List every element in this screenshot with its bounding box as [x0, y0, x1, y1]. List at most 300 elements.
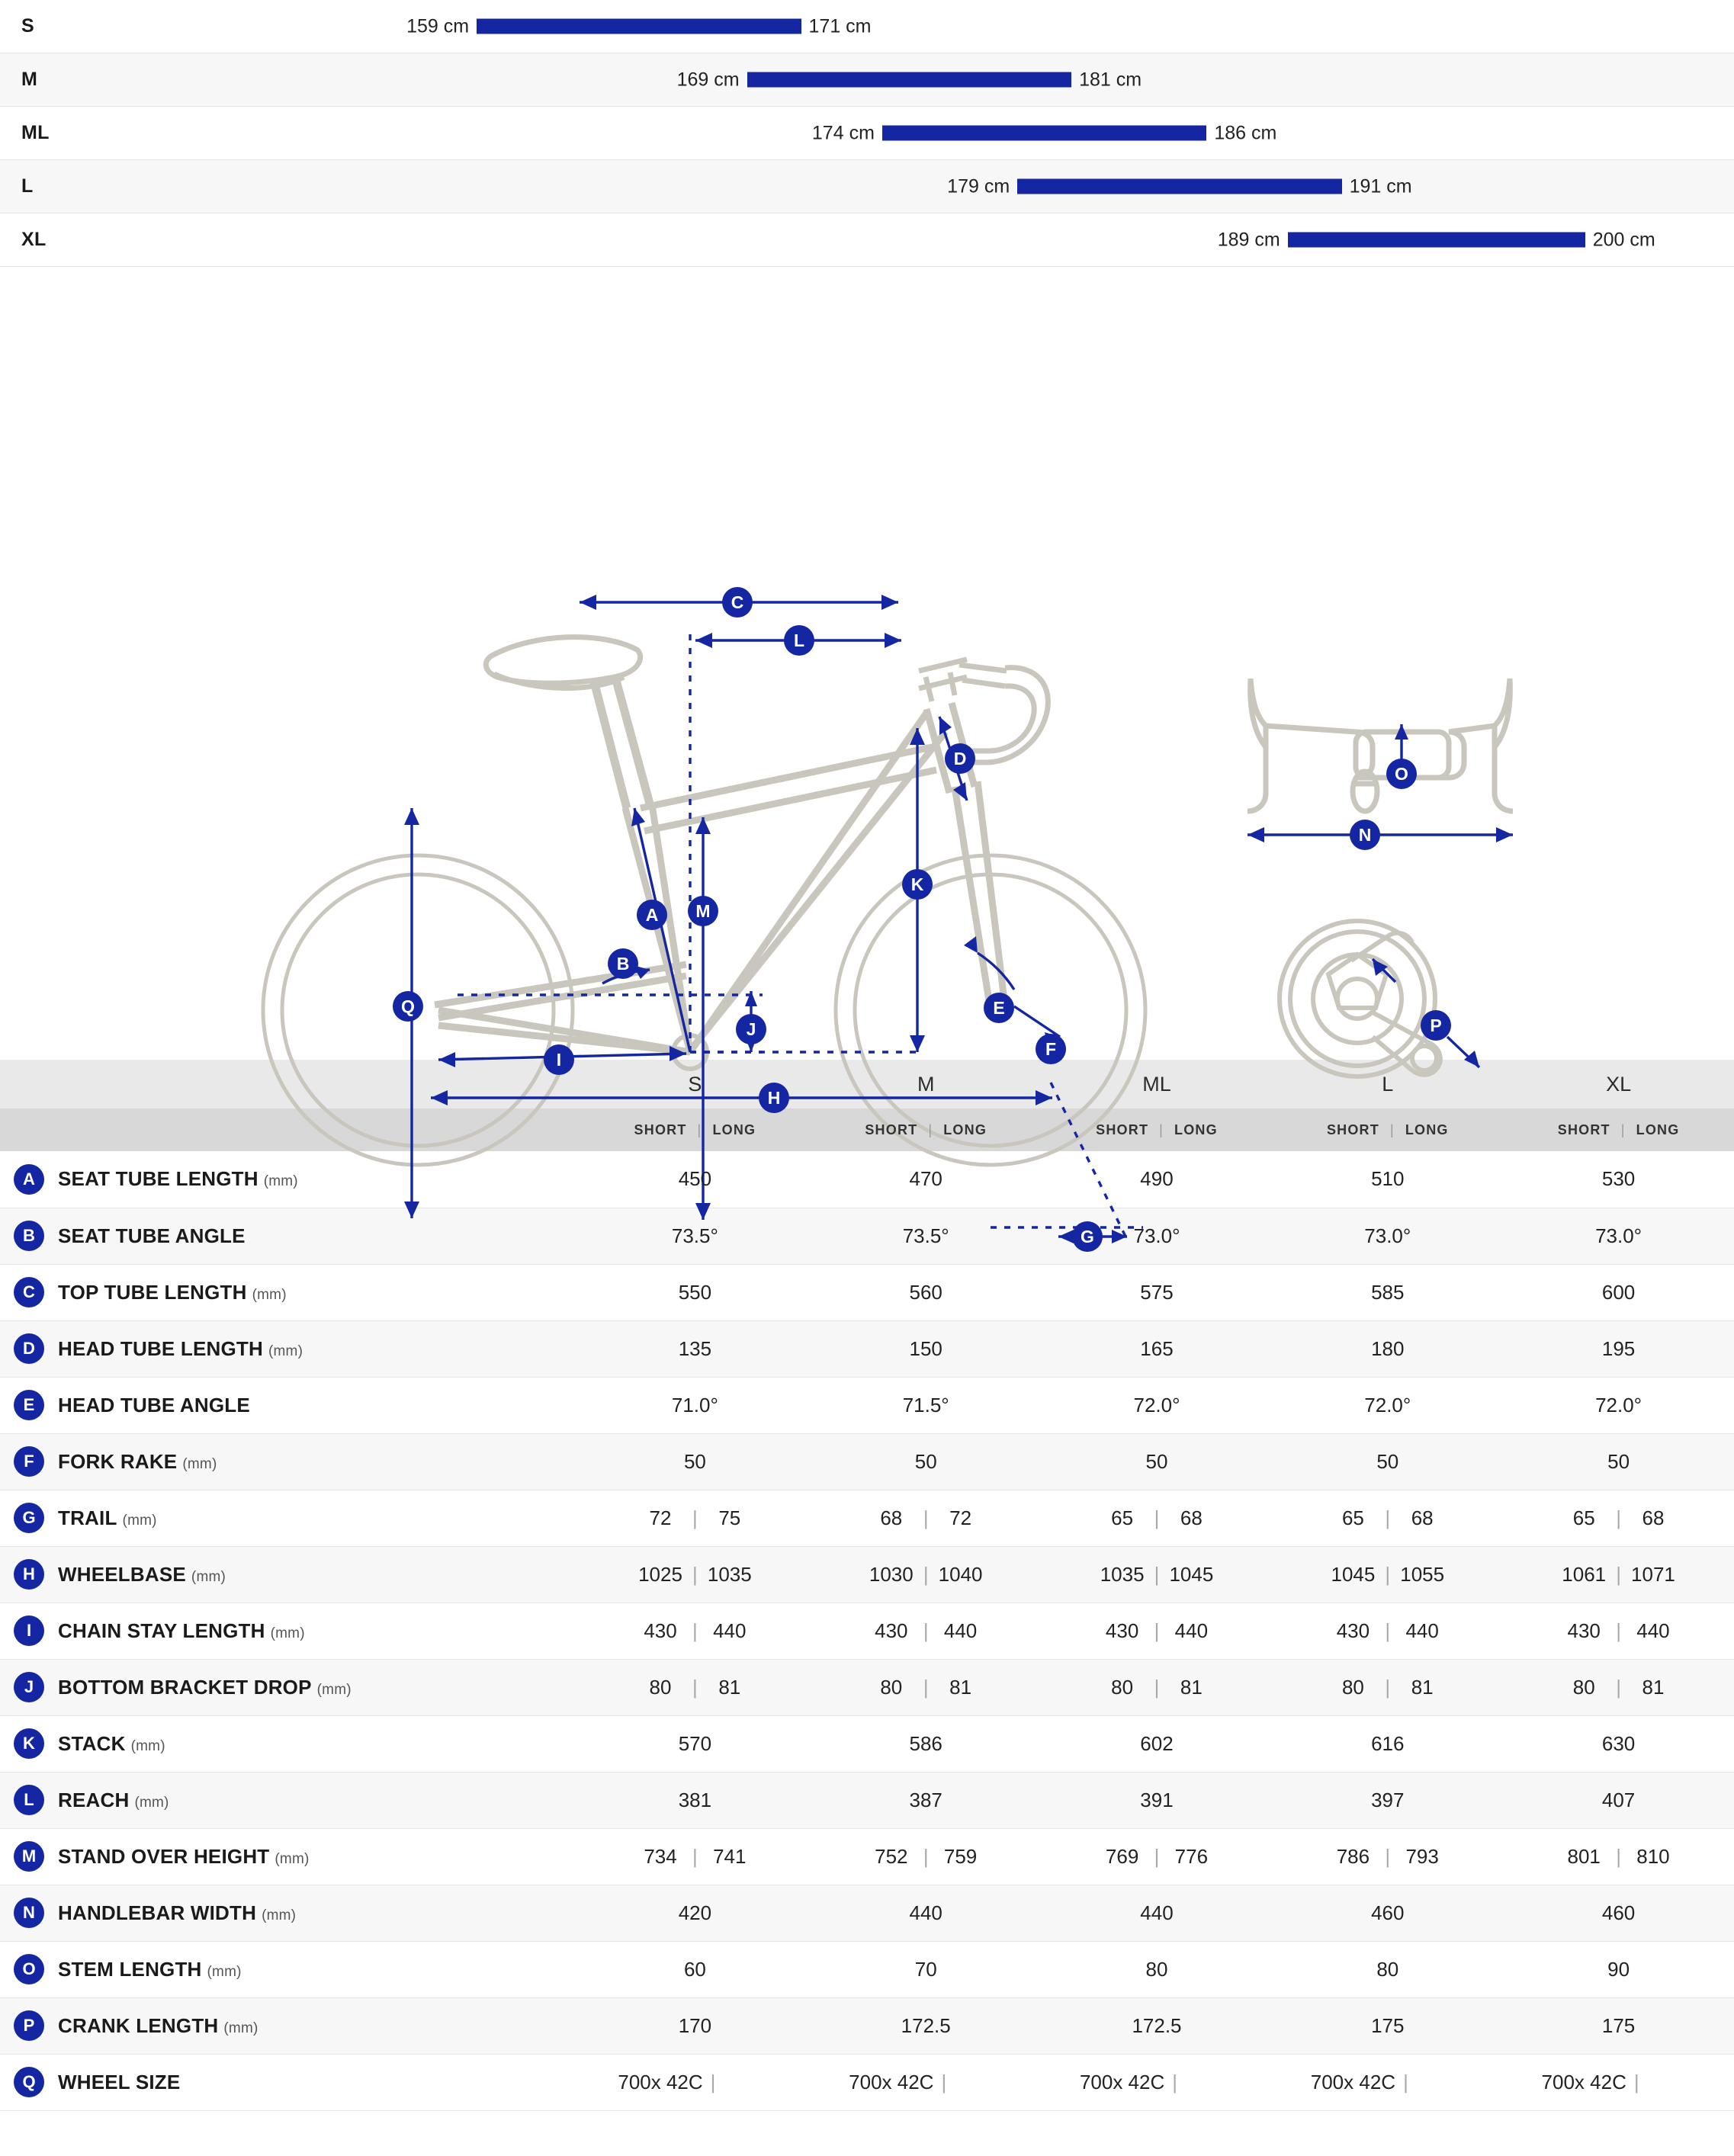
value-single: 60 — [683, 1957, 706, 1981]
value-single: 73.0° — [1364, 1224, 1411, 1247]
long-label: LONG — [1405, 1121, 1449, 1137]
size-label: L — [21, 175, 34, 197]
measurement-value-cell — [1503, 2054, 1734, 2110]
svg-text:O: O — [1395, 764, 1408, 784]
measurement-label-cell — [0, 1659, 580, 1715]
value-long: 81 — [1642, 1675, 1665, 1699]
measurement-value-cell — [811, 2054, 1042, 2110]
measurement-value-cell — [580, 1715, 811, 1772]
measurement-value-cell — [811, 1433, 1042, 1490]
long-label: LONG — [1636, 1121, 1680, 1137]
callout-badge-o: O — [14, 1954, 44, 1984]
measurement-name: WHEELBASE (mm) — [58, 1562, 226, 1586]
value-single: 165 — [1140, 1336, 1174, 1360]
measurement-value-cell — [1503, 1264, 1734, 1320]
measurement-value-cell — [811, 1151, 1042, 1208]
size-min-height: 189 cm — [1217, 229, 1280, 250]
value-long: 81 — [949, 1675, 972, 1699]
measurement-label-cell — [0, 1941, 580, 1997]
measurement-value-cell — [1042, 1490, 1273, 1546]
short-label: SHORT — [1096, 1121, 1149, 1137]
value-single: 397 — [1371, 1788, 1405, 1811]
value-short: 80 — [1111, 1675, 1134, 1699]
measurement-value-cell — [580, 1772, 811, 1828]
value-single: 50 — [1607, 1449, 1630, 1473]
value-single: 450 — [678, 1167, 712, 1191]
measurement-value-cell — [580, 1603, 811, 1659]
measurement-value-cell — [1272, 1885, 1503, 1941]
value-short: 65 — [1341, 1506, 1364, 1529]
value-single: 600 — [1601, 1280, 1636, 1304]
measurement-value-cell — [811, 1490, 1042, 1546]
measurement-label-cell — [0, 1151, 580, 1208]
value-single: 72.0° — [1133, 1393, 1180, 1416]
svg-text:H: H — [767, 1088, 781, 1108]
measurement-value-cell — [1503, 1659, 1734, 1715]
subheader-separator: | — [928, 1121, 933, 1137]
saddle-and-seatpost — [486, 637, 650, 808]
callout-badge-e: E — [14, 1390, 44, 1420]
measurement-value-cell — [580, 1997, 811, 2054]
measurement-name: CHAIN STAY LENGTH (mm) — [58, 1619, 305, 1642]
value-separator: | — [923, 1675, 929, 1699]
value-single: 530 — [1601, 1167, 1636, 1191]
value-single: 560 — [909, 1280, 942, 1304]
measurement-value-cell — [580, 1151, 811, 1208]
size-bar-area — [49, 213, 1734, 266]
measurement-unit: (mm) — [191, 1568, 226, 1585]
value-single: 616 — [1371, 1731, 1405, 1755]
measurement-value-cell — [580, 1659, 811, 1715]
measurement-value-cell — [811, 1997, 1042, 2054]
size-bar-area — [49, 107, 1734, 159]
size-range-bar — [477, 19, 801, 34]
value-long: 68 — [1180, 1506, 1203, 1529]
value-single: 135 — [678, 1336, 712, 1360]
table-row — [0, 1490, 1734, 1546]
measurement-unit: (mm) — [268, 1343, 303, 1359]
measurement-value-cell — [580, 1490, 811, 1546]
measurement-value-cell — [811, 1264, 1042, 1320]
value-separator: | — [1616, 1619, 1621, 1642]
measurement-unit: (mm) — [252, 1286, 287, 1303]
value-single: 80 — [1145, 1957, 1168, 1981]
measurement-value-cell — [1272, 1377, 1503, 1433]
table-row — [0, 1264, 1734, 1320]
value-short: 801 — [1567, 1844, 1601, 1868]
short-label: SHORT — [1557, 1121, 1610, 1137]
table-row — [0, 1377, 1734, 1433]
value-single: 73.5° — [671, 1224, 718, 1247]
table-row — [0, 1885, 1734, 1941]
value-single: 440 — [909, 1901, 942, 1924]
short-long-subheader — [1503, 1108, 1734, 1151]
value-separator: | — [941, 2070, 947, 2093]
size-column-header: ML — [1042, 1060, 1273, 1108]
measurement-value-cell — [1503, 1885, 1734, 1941]
value-long: 440 — [1174, 1619, 1209, 1642]
value-single: 71.5° — [902, 1393, 949, 1416]
svg-text:C: C — [731, 592, 744, 612]
measurement-value-cell — [1042, 1772, 1273, 1828]
value-single: 490 — [1140, 1167, 1174, 1191]
measurement-name: STEM LENGTH (mm) — [58, 1957, 242, 1981]
value-long: 1040 — [938, 1562, 983, 1586]
size-column-header: S — [580, 1060, 811, 1108]
callout-badge-i: I — [14, 1615, 44, 1646]
value-single: 570 — [678, 1731, 712, 1755]
svg-text:I: I — [556, 1050, 562, 1070]
value-separator: | — [710, 2070, 716, 2093]
size-min-height: 169 cm — [676, 69, 740, 90]
measurement-value-cell — [580, 1828, 811, 1885]
measurement-value-cell — [1503, 1772, 1734, 1828]
callout-badge-b: B — [14, 1221, 44, 1251]
size-max-height: 200 cm — [1592, 229, 1655, 250]
value-single: 550 — [678, 1280, 712, 1304]
value-short: 1035 — [1100, 1562, 1145, 1586]
value-single: 510 — [1371, 1167, 1405, 1191]
value-short: 430 — [875, 1619, 908, 1642]
measurement-value-cell — [580, 1377, 811, 1433]
measurement-name: TOP TUBE LENGTH (mm) — [58, 1280, 287, 1304]
measurement-name: HEAD TUBE LENGTH (mm) — [58, 1336, 303, 1360]
measurement-unit: (mm) — [207, 1963, 242, 1980]
measurement-value-cell — [811, 1208, 1042, 1264]
long-label: LONG — [943, 1121, 987, 1137]
value-single: 80 — [1376, 1957, 1399, 1981]
value-short: 80 — [880, 1675, 903, 1699]
measurement-value-cell — [811, 1320, 1042, 1377]
size-max-height: 186 cm — [1214, 122, 1277, 143]
value-single: 50 — [914, 1449, 937, 1473]
value-separator: | — [923, 1562, 929, 1586]
callout-badge-j: J — [14, 1672, 44, 1702]
value-separator: | — [1616, 1675, 1621, 1699]
measurement-label-cell — [0, 1208, 580, 1264]
size-bar-area — [49, 0, 1734, 53]
table-row — [0, 1772, 1734, 1828]
size-row — [0, 213, 1734, 267]
table-row — [0, 1151, 1734, 1208]
long-label: LONG — [712, 1121, 756, 1137]
measurement-value-cell — [1042, 1941, 1273, 1997]
value-long: 741 — [713, 1844, 747, 1868]
short-label: SHORT — [634, 1121, 687, 1137]
value-short: 734 — [644, 1844, 677, 1868]
measurement-value-cell — [1272, 1659, 1503, 1715]
measurement-value-cell — [811, 1941, 1042, 1997]
size-row — [0, 107, 1734, 160]
value-single: 175 — [1371, 2013, 1405, 2037]
handlebar-top-view — [1248, 679, 1513, 811]
value-short: 80 — [1341, 1675, 1364, 1699]
measurement-value-cell — [1272, 1715, 1503, 1772]
value-single: 407 — [1601, 1788, 1636, 1811]
value-single: 90 — [1607, 1957, 1630, 1981]
crankset-view — [1280, 921, 1440, 1076]
svg-text:J: J — [746, 1019, 756, 1039]
measurement-value-cell — [1042, 1264, 1273, 1320]
value-long: 440 — [1636, 1619, 1670, 1642]
measurement-label-cell — [0, 1320, 580, 1377]
measurement-label-cell — [0, 1377, 580, 1433]
value-short: 700x 42C — [1310, 2070, 1396, 2093]
callout-badge-p: P — [14, 2010, 44, 2041]
measurement-value-cell — [580, 1941, 811, 1997]
measurement-value-cell — [1272, 1208, 1503, 1264]
value-short: 68 — [880, 1506, 903, 1529]
short-long-subheader — [580, 1108, 811, 1151]
value-single: 73.0° — [1595, 1224, 1642, 1247]
size-column-header: M — [811, 1060, 1042, 1108]
measurement-value-cell — [1503, 1490, 1734, 1546]
value-single: 391 — [1140, 1788, 1174, 1811]
value-separator: | — [1385, 1844, 1391, 1868]
value-single: 175 — [1601, 2013, 1636, 2037]
svg-text:M: M — [695, 901, 711, 921]
measurement-value-cell — [811, 1659, 1042, 1715]
measurement-name: SEAT TUBE ANGLE — [58, 1224, 246, 1247]
measurement-value-cell — [811, 1377, 1042, 1433]
value-separator: | — [923, 1506, 929, 1529]
value-separator: | — [1154, 1844, 1160, 1868]
value-single: 72.0° — [1595, 1393, 1642, 1416]
value-long: 75 — [718, 1506, 741, 1529]
size-max-height: 171 cm — [808, 15, 872, 37]
size-min-height: 174 cm — [811, 122, 875, 143]
short-label: SHORT — [1326, 1121, 1379, 1137]
measurement-value-cell — [1503, 1828, 1734, 1885]
measurement-value-cell — [1272, 1151, 1503, 1208]
measurement-value-cell — [811, 1885, 1042, 1941]
measurement-label-cell — [0, 1715, 580, 1772]
value-short: 80 — [649, 1675, 672, 1699]
spacer-header — [0, 1060, 580, 1108]
measurement-value-cell — [1042, 1715, 1273, 1772]
measurement-label-cell — [0, 2054, 580, 2110]
measurement-value-cell — [1042, 1828, 1273, 1885]
measurement-value-cell — [1272, 1264, 1503, 1320]
svg-text:L: L — [793, 630, 805, 650]
measurement-value-cell — [1272, 1433, 1503, 1490]
measurement-value-cell — [580, 1208, 811, 1264]
svg-text:Q: Q — [401, 996, 415, 1016]
value-single: 72.0° — [1364, 1393, 1411, 1416]
size-bar-area — [49, 160, 1734, 213]
value-single: 470 — [909, 1167, 942, 1191]
measurement-value-cell — [1503, 1715, 1734, 1772]
measurement-name: REACH (mm) — [58, 1788, 169, 1811]
value-separator: | — [1154, 1619, 1160, 1642]
short-long-subheader — [1272, 1108, 1503, 1151]
measurement-value-cell — [1272, 1941, 1503, 1997]
measurement-value-cell — [1503, 1320, 1734, 1377]
value-separator: | — [692, 1844, 698, 1868]
value-short: 1025 — [638, 1562, 682, 1586]
table-row — [0, 1433, 1734, 1490]
measurement-value-cell — [1042, 1433, 1273, 1490]
value-single: 585 — [1371, 1280, 1405, 1304]
value-short: 769 — [1105, 1844, 1139, 1868]
svg-text:E: E — [993, 998, 1005, 1018]
value-single: 73.0° — [1133, 1224, 1180, 1247]
measurement-value-cell — [1042, 1659, 1273, 1715]
value-separator: | — [692, 1562, 698, 1586]
value-long: 1055 — [1400, 1562, 1445, 1586]
measurement-value-cell — [1503, 1546, 1734, 1603]
measurement-value-cell — [1042, 2054, 1273, 2110]
svg-text:G: G — [1081, 1227, 1094, 1246]
table-row — [0, 2054, 1734, 2110]
value-separator: | — [1616, 1506, 1621, 1529]
measurement-value-cell — [1042, 1377, 1273, 1433]
size-label: XL — [21, 229, 47, 250]
measurement-name: HEAD TUBE ANGLE — [58, 1393, 250, 1416]
measurement-value-cell — [1272, 2054, 1503, 2110]
measurement-value-cell — [1503, 1941, 1734, 1997]
short-label: SHORT — [865, 1121, 918, 1137]
table-row — [0, 1208, 1734, 1264]
value-single: 460 — [1371, 1901, 1405, 1924]
callout-badge-g: G — [14, 1503, 44, 1533]
geometry-spec-table — [0, 1060, 1734, 2111]
size-bar-area — [49, 53, 1734, 106]
value-short: 65 — [1572, 1506, 1595, 1529]
value-short: 1030 — [869, 1562, 914, 1586]
measurement-value-cell — [1272, 1772, 1503, 1828]
value-single: 180 — [1371, 1336, 1405, 1360]
measurement-value-cell — [1272, 1490, 1503, 1546]
value-single: 172.5 — [1132, 2013, 1182, 2037]
measurement-unit: (mm) — [270, 1625, 305, 1641]
value-single: 602 — [1140, 1731, 1174, 1755]
value-long: 440 — [1405, 1619, 1439, 1642]
measurement-unit: (mm) — [262, 1907, 297, 1923]
measurement-value-cell — [1272, 1320, 1503, 1377]
measurement-value-cell — [580, 2054, 811, 2110]
value-separator: | — [1633, 2070, 1639, 2093]
callout-badge-c: C — [14, 1277, 44, 1307]
callout-badge-h: H — [14, 1559, 44, 1590]
svg-text:P: P — [1430, 1015, 1442, 1035]
measurement-value-cell — [1042, 1320, 1273, 1377]
measurement-label-cell — [0, 1490, 580, 1546]
value-long: 1035 — [707, 1562, 752, 1586]
value-separator: | — [923, 1844, 929, 1868]
value-separator: | — [1616, 1844, 1621, 1868]
value-separator: | — [1385, 1506, 1391, 1529]
measurement-value-cell — [1042, 1603, 1273, 1659]
table-sub-header — [0, 1108, 1734, 1151]
subheader-separator: | — [1620, 1121, 1626, 1137]
measurement-value-cell — [1042, 1546, 1273, 1603]
value-separator: | — [1616, 1562, 1621, 1586]
value-short: 700x 42C — [1079, 2070, 1165, 2093]
svg-text:K: K — [910, 874, 924, 894]
measurement-name: TRAIL (mm) — [58, 1506, 157, 1529]
callout-badge-m: M — [14, 1841, 44, 1872]
measurement-label-cell — [0, 1772, 580, 1828]
measurement-value-cell — [811, 1828, 1042, 1885]
measurement-value-cell — [1503, 1377, 1734, 1433]
value-single: 440 — [1140, 1901, 1174, 1924]
measurement-label-cell — [0, 1433, 580, 1490]
value-short: 786 — [1336, 1844, 1370, 1868]
value-short: 80 — [1572, 1675, 1595, 1699]
value-separator: | — [923, 1619, 929, 1642]
value-short: 752 — [875, 1844, 908, 1868]
callout-badge-a: A — [14, 1164, 44, 1195]
measurement-value-cell — [1272, 1546, 1503, 1603]
measurement-value-cell — [1272, 1603, 1503, 1659]
value-single: 50 — [1145, 1449, 1168, 1473]
measurement-value-cell — [580, 1320, 811, 1377]
size-row — [0, 53, 1734, 107]
measurement-value-cell — [811, 1603, 1042, 1659]
value-long: 1071 — [1631, 1562, 1675, 1586]
value-long: 68 — [1411, 1506, 1434, 1529]
measurement-value-cell — [1503, 1151, 1734, 1208]
svg-text:F: F — [1045, 1039, 1057, 1059]
callout-badge-d: D — [14, 1333, 44, 1364]
value-single: 172.5 — [901, 2013, 951, 2037]
size-min-height: 179 cm — [947, 175, 1010, 197]
value-single: 630 — [1601, 1731, 1636, 1755]
value-long: 81 — [1411, 1675, 1434, 1699]
size-range-bar — [882, 126, 1206, 141]
size-range-bar — [1288, 233, 1585, 248]
measurement-value-cell — [1503, 1603, 1734, 1659]
measurement-label-cell — [0, 1603, 580, 1659]
value-separator: | — [1385, 1675, 1391, 1699]
value-single: 50 — [683, 1449, 706, 1473]
value-separator: | — [1154, 1675, 1160, 1699]
measurement-unit: (mm) — [263, 1173, 298, 1190]
size-column-header: L — [1272, 1060, 1503, 1108]
value-long: 440 — [943, 1619, 978, 1642]
subheader-separator: | — [1389, 1121, 1395, 1137]
value-separator: | — [1385, 1562, 1391, 1586]
value-single: 420 — [678, 1901, 712, 1924]
subheader-separator: | — [697, 1121, 702, 1137]
value-long: 440 — [713, 1619, 747, 1642]
table-row — [0, 1997, 1734, 2054]
measurement-value-cell — [580, 1546, 811, 1603]
svg-text:D: D — [953, 749, 967, 768]
value-separator: | — [1403, 2070, 1408, 2093]
measurement-name: STAND OVER HEIGHT (mm) — [58, 1844, 310, 1868]
measurement-unit: (mm) — [275, 1850, 310, 1867]
measurement-value-cell — [1503, 1208, 1734, 1264]
measurement-name: STACK (mm) — [58, 1731, 165, 1755]
value-long: 81 — [1180, 1675, 1203, 1699]
measurement-name: BOTTOM BRACKET DROP (mm) — [58, 1675, 352, 1699]
value-single: 387 — [909, 1788, 942, 1811]
value-single: 150 — [909, 1336, 942, 1360]
measurement-label-cell — [0, 1885, 580, 1941]
value-long: 1045 — [1169, 1562, 1214, 1586]
value-single: 460 — [1601, 1901, 1636, 1924]
table-row — [0, 1603, 1734, 1659]
measurement-unit: (mm) — [316, 1681, 352, 1698]
value-long: 72 — [949, 1506, 972, 1529]
value-single: 586 — [909, 1731, 942, 1755]
size-range-bar — [1017, 179, 1341, 194]
value-long: 81 — [718, 1675, 741, 1699]
callout-badge-l: L — [14, 1785, 44, 1815]
value-single: 70 — [914, 1957, 937, 1981]
